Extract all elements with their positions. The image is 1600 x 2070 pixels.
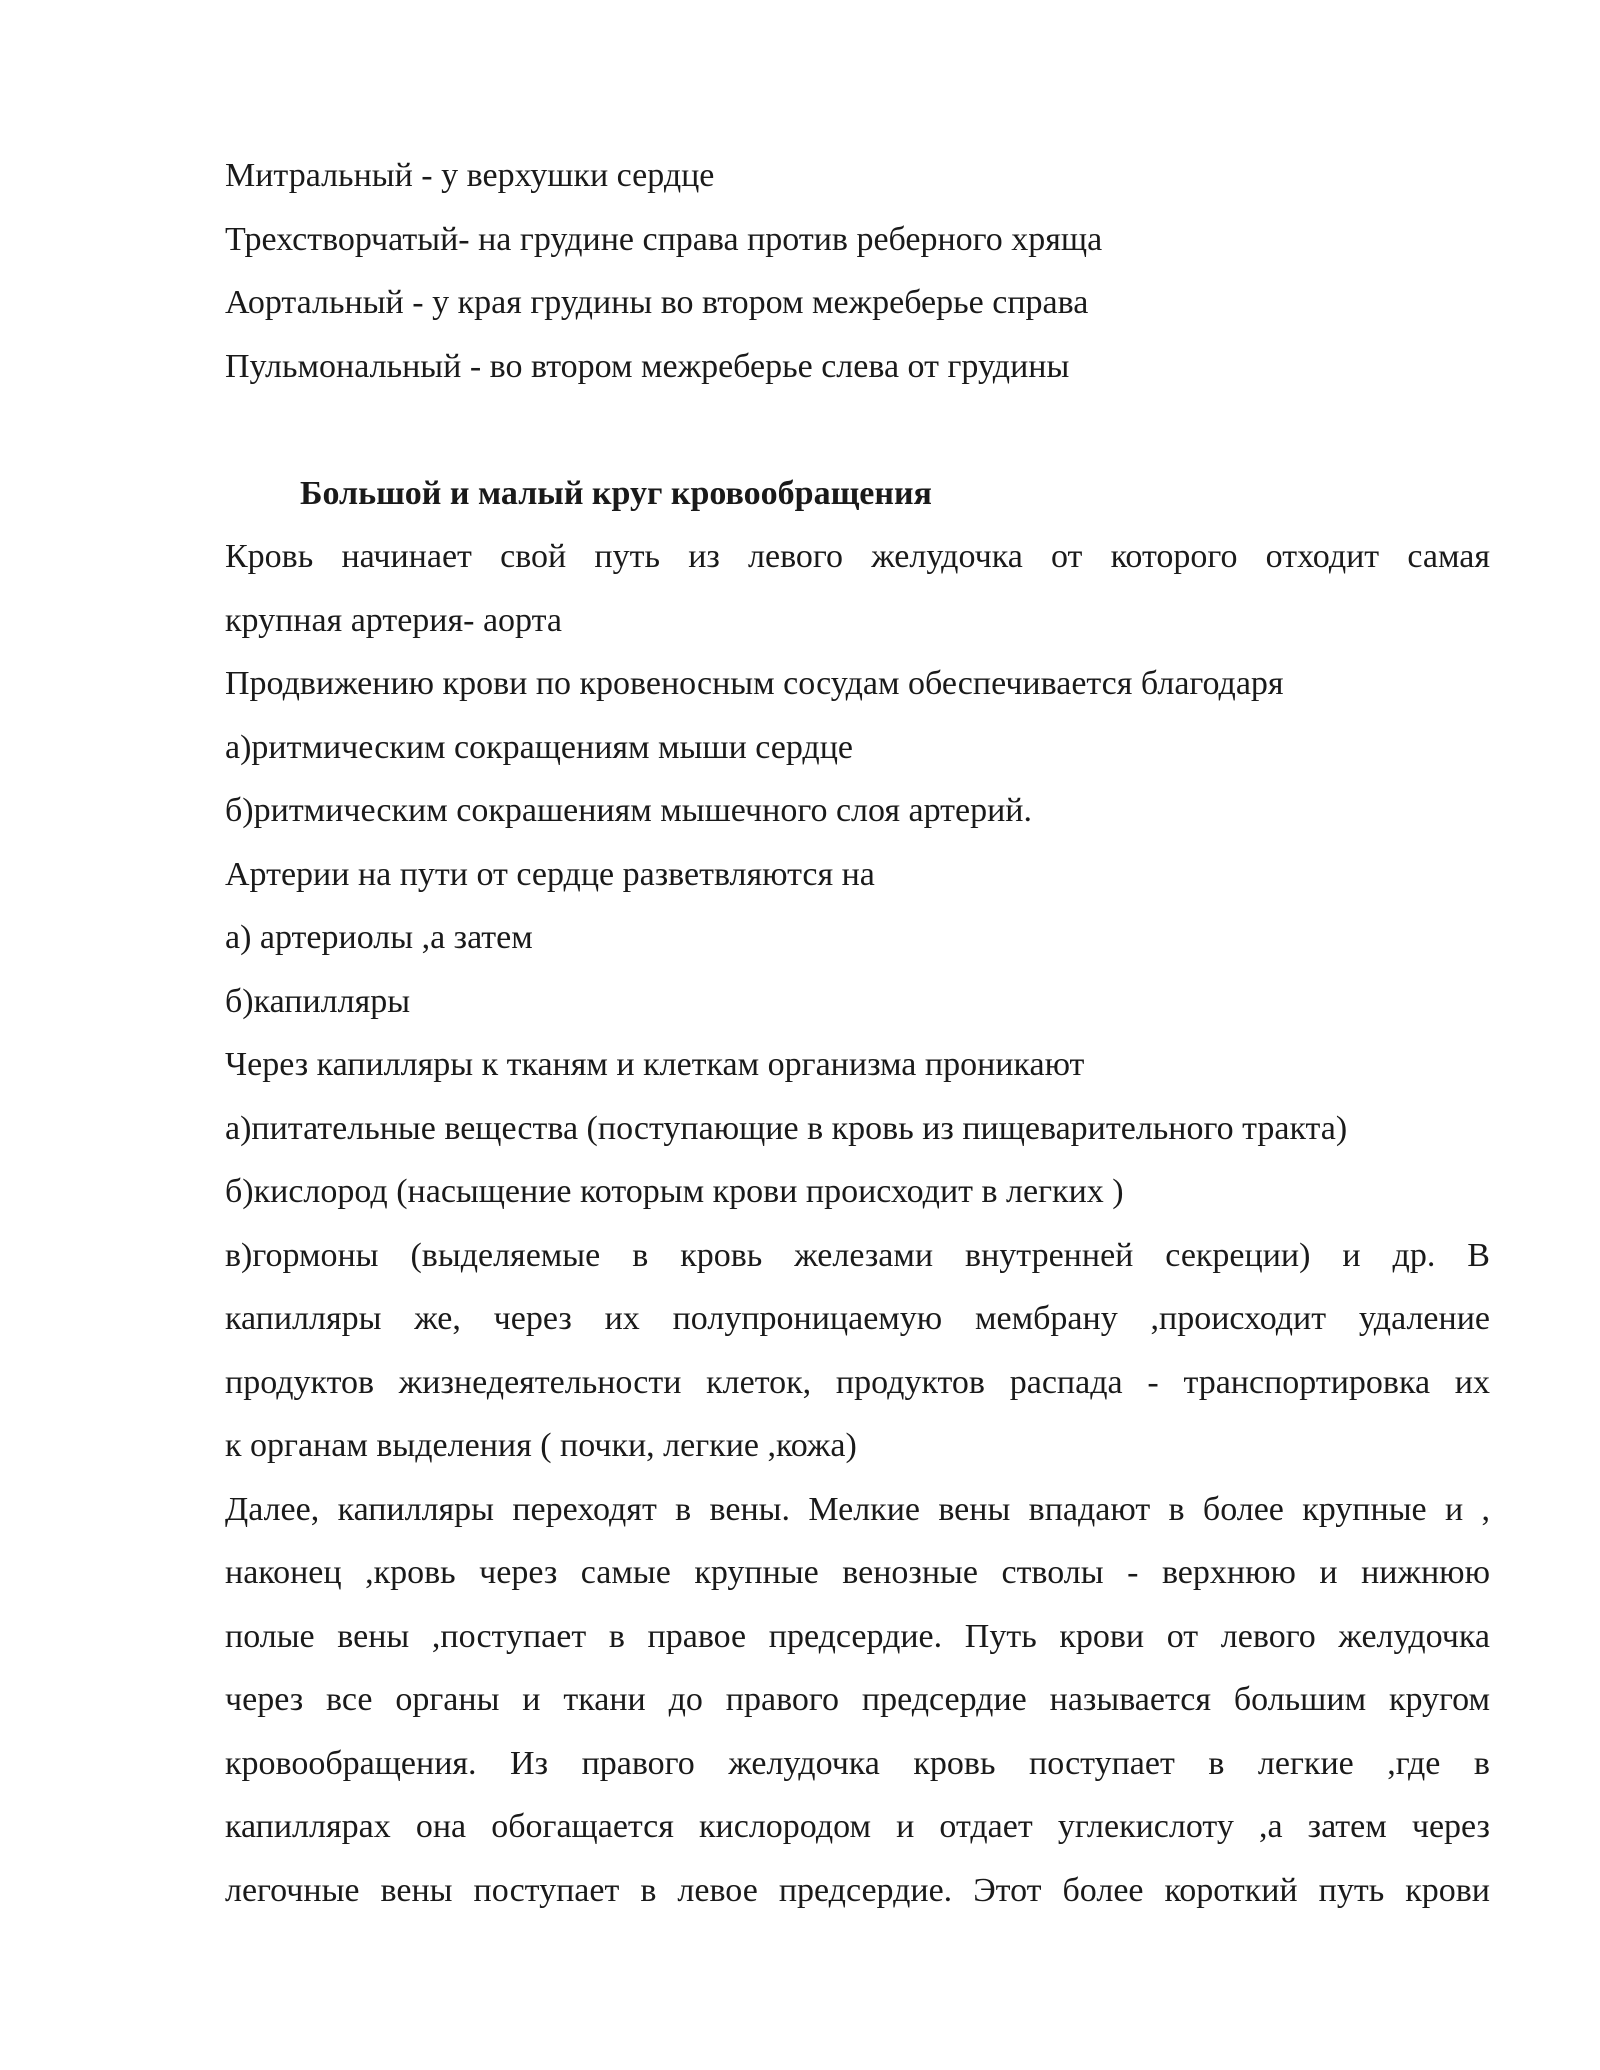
text-line: в)гормоны (выделяемые в кровь железами внутренней секреции) и др. В	[225, 1236, 1490, 1274]
text-line: б)ритмическим сокрашениям мышечного слоя артерий.	[225, 792, 1032, 829]
text-line: Через капилляры к тканям и клеткам организма проникают	[225, 1046, 1085, 1083]
text-line: б)кислород (насыщение которым крови происходит в легких )	[225, 1173, 1124, 1210]
valve-line-pulmonary: Пульмональный - во втором межреберье слева от грудины	[225, 347, 1070, 385]
text-line: Кровь начинает свой путь из левого желудочка от которого отходит самая	[225, 538, 1490, 575]
text-line: капилляры же, через их полупроницаемую мембрану ,происходит удаление	[225, 1300, 1490, 1337]
text-line: а)питательные вещества (поступающие в кровь из пищеварительного тракта)	[225, 1109, 1348, 1147]
text-line: наконец ,кровь через самые крупные венозные стволы - верхнюю и нижнюю	[225, 1554, 1490, 1591]
text-line: крупная артерия- аорта	[225, 601, 562, 639]
valve-line-aortic: Аортальный - у края грудины во втором межреберье справа	[225, 284, 1089, 321]
body-paragraph	[225, 525, 1490, 1922]
text-line: легочные вены поступает в левое предсердие. Этот более короткий путь крови	[225, 1871, 1490, 1909]
text-line: Далее, капилляры переходят в вены. Мелкие вены впадают в более крупные и ,	[225, 1490, 1490, 1528]
text-line: через все органы и ткани до правого предсердие называется большим кругом	[225, 1681, 1490, 1718]
text-line: продуктов жизнедеятельности клеток, продуктов распада - транспортировка их	[225, 1363, 1490, 1401]
text-line: Продвижению крови по кровеносным сосудам обеспечивается благодаря	[225, 665, 1284, 702]
text-line: к органам выделения ( почки, легкие ,кожа)	[225, 1427, 857, 1464]
text-line: а) артериолы ,а затем	[225, 919, 533, 956]
text-line: а)ритмическим сокращениям мыши сердце	[225, 728, 854, 766]
valve-line-mitral: Митральный - у верхушки сердце	[225, 157, 715, 194]
section-heading: Большой и малый круг кровообращения	[300, 474, 932, 512]
text-line: кровообращения. Из правого желудочка кровь поступает в легкие ,где в	[225, 1744, 1490, 1782]
document-body	[225, 144, 1490, 1922]
text-line: б)капилляры	[225, 982, 411, 1020]
text-line: полые вены ,поступает в правое предсердие. Путь крови от левого желудочка	[225, 1617, 1490, 1655]
text-line: капиллярах она обогащается кислородом и отдает углекислоту ,а затем через	[225, 1808, 1490, 1845]
blank-line	[225, 398, 1490, 462]
valve-line-tricuspid: Трехстворчатый- на грудине справа против реберного хряща	[225, 220, 1103, 258]
text-line: Артерии на пути от сердце разветвляются на	[225, 855, 875, 893]
